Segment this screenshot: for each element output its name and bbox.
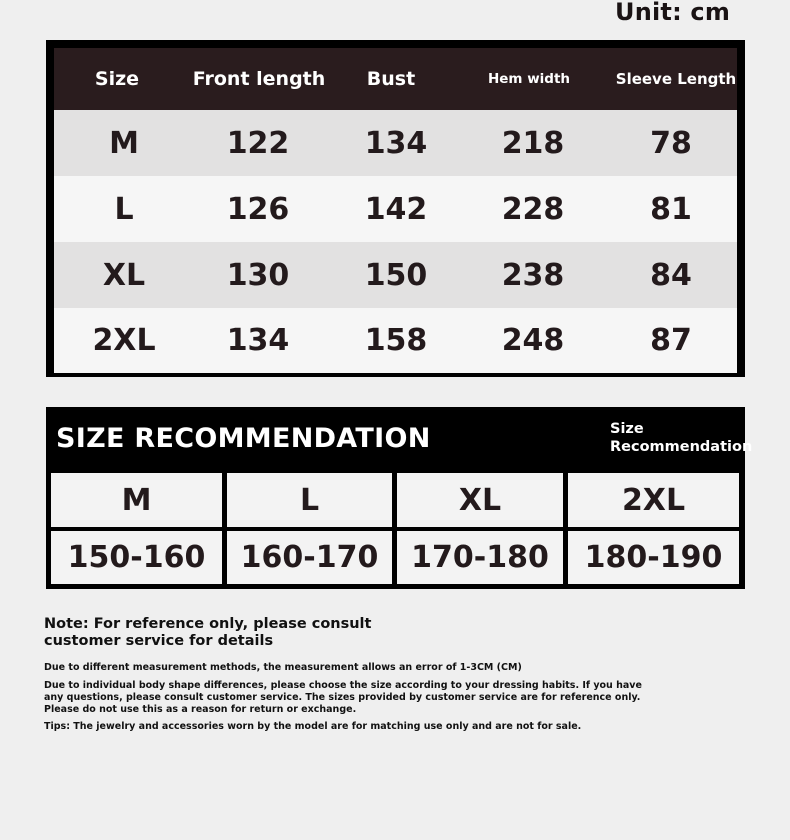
table-row xyxy=(54,110,737,176)
table-row xyxy=(54,242,737,308)
body-shape-note xyxy=(44,680,642,716)
recommendation-title: SIZE RECOMMENDATION xyxy=(56,423,431,454)
header-sleeve-length: Sleeve Length xyxy=(615,70,737,88)
size-chart-table xyxy=(46,40,745,377)
note-line-2: customer service for details xyxy=(44,633,274,649)
reference-note xyxy=(44,616,371,650)
cell-size: M xyxy=(109,125,139,161)
cell-front-length: 134 xyxy=(226,323,290,358)
cell-hem-width: 218 xyxy=(501,125,565,161)
header-front-length: Front length xyxy=(192,68,326,90)
cell-bust: 158 xyxy=(364,323,428,358)
header-hem-width: Hem width xyxy=(487,71,571,87)
cell-front-length: 126 xyxy=(226,191,290,227)
recommend-size-cell: L xyxy=(227,473,392,527)
cell-bust: 142 xyxy=(364,191,428,227)
cell-size: L xyxy=(114,191,134,227)
table-row xyxy=(54,308,737,373)
recommend-height-cell: 150-160 xyxy=(51,531,222,584)
cell-bust: 134 xyxy=(364,125,428,161)
recommend-height-cell: 160-170 xyxy=(227,531,392,584)
cell-hem-width: 228 xyxy=(501,191,565,227)
cell-bust: 150 xyxy=(364,257,428,293)
side-label-line-1: Size xyxy=(610,421,644,437)
size-recommendation-table xyxy=(46,407,753,589)
cell-sleeve-length: 84 xyxy=(650,257,692,293)
body-note-line-2: any questions, please consult customer service. The sizes provided by customer service are for reference only. xyxy=(44,692,641,703)
cell-size: 2XL xyxy=(92,323,156,358)
body-note-line-3: Please do not use this as a reason for return or exchange. xyxy=(44,704,357,715)
recommend-size-cell: M xyxy=(51,473,222,527)
unit-label: Unit: cm xyxy=(615,0,731,26)
table-row xyxy=(54,176,737,242)
cell-hem-width: 238 xyxy=(501,257,565,293)
measurement-error-note: Due to different measurement methods, the measurement allows an error of 1-3CM (CM) xyxy=(44,662,522,673)
tips-note: Tips: The jewelry and accessories worn by the model are for matching use only and are not for sale. xyxy=(44,721,582,732)
header-bust: Bust xyxy=(366,68,416,90)
note-line-1: Note: For reference only, please consult xyxy=(44,616,372,632)
size-chart-header-row xyxy=(54,48,737,110)
cell-hem-width: 248 xyxy=(501,323,565,358)
cell-sleeve-length: 78 xyxy=(650,125,692,161)
cell-front-length: 122 xyxy=(226,125,290,161)
body-note-line-1: Due to individual body shape differences, please choose the size according to your dressing habits. If you have xyxy=(44,680,642,691)
cell-sleeve-length: 87 xyxy=(650,323,692,358)
cell-front-length: 130 xyxy=(226,257,290,293)
recommend-height-cell: 180-190 xyxy=(568,531,739,584)
recommendation-side-label xyxy=(610,420,752,456)
cell-size: XL xyxy=(102,257,146,293)
cell-sleeve-length: 81 xyxy=(650,191,692,227)
side-label-line-2: Recommendation xyxy=(610,439,753,455)
recommend-height-cell: 170-180 xyxy=(397,531,563,584)
header-size: Size xyxy=(94,68,140,90)
recommend-size-cell: XL xyxy=(397,473,563,527)
recommend-size-cell: 2XL xyxy=(568,473,739,527)
